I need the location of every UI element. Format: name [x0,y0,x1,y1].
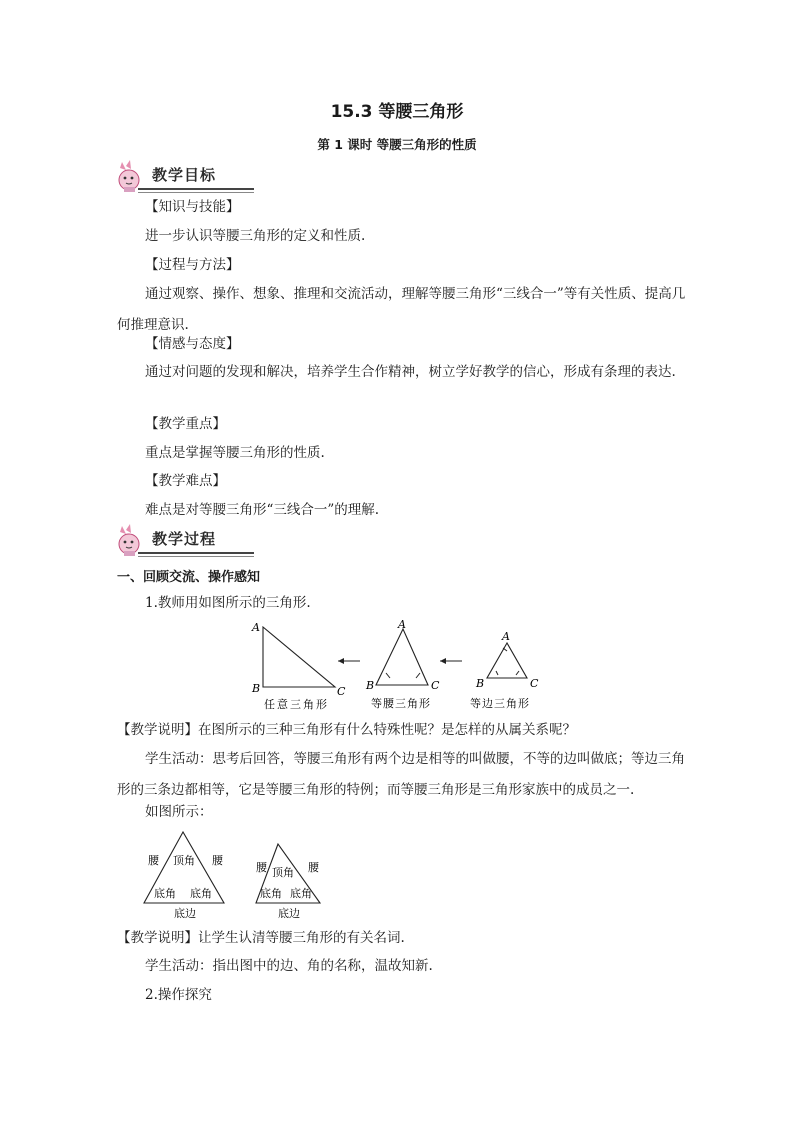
page-subtitle: 第 1 课时 等腰三角形的性质 [317,137,477,152]
vertex-b-label: B [366,679,375,692]
student-activity-1: 学生活动：思考后回答，等腰三角形有两个边是相等的叫做腰，不等的边叫做底；等边三角形的三条边都相等，它是等腰三角形的特例；而等腰三角形是三角形家族中的成员之一. [117,751,685,798]
vertex-c-label: C [337,685,346,698]
vertex-b-label: B [252,682,261,695]
leg-label: 腰 [148,854,159,867]
equilateral-label: 等边三角形 [470,697,530,710]
vertex-a-label: A [398,618,406,631]
key-point-text: 重点是掌握等腰三角形的性质. [145,445,325,461]
arrow-left-icon [440,658,462,664]
base-angle-label: 底角 [154,887,176,900]
base-angle-label: 底角 [190,887,212,900]
vertex-a-label: A [502,630,510,643]
section-heading: 一、回顾交流、操作感知 [117,570,261,585]
item-2-text: 2.操作探究 [145,987,212,1003]
triangle-parts-figure [140,826,340,922]
base-angle-label: 底角 [290,887,312,900]
scalene-triangle [251,621,346,711]
process-banner [114,522,254,558]
as-shown-text: 如图所示： [145,804,213,820]
difficult-point-text: 难点是对等腰三角形“三线合一”的理解. [145,502,380,518]
item-1-text: 1.教师用如图所示的三角形. [145,595,311,611]
base-edge-label: 底边 [278,907,300,920]
vertex-c-label: C [530,677,539,690]
leg-label: 腰 [256,861,267,874]
leg-label: 腰 [212,854,223,867]
knowledge-text: 进一步认识等腰三角形的定义和性质. [145,228,366,244]
vertex-b-label: B [476,677,485,690]
base-angle-label: 底角 [260,887,282,900]
triangle-types-figure [240,615,560,715]
banner-underline-thin [138,556,254,557]
base-edge-label: 底边 [174,907,196,920]
student-activity-2: 学生活动：指出图中的边、角的名称，温故知新. [145,958,433,974]
isosceles-label: 等腰三角形 [371,697,431,710]
knowledge-heading: 【知识与技能】 [145,199,240,215]
difficult-point-heading: 【教学难点】 [145,473,226,489]
triangle-parts-small [256,844,320,920]
banner-underline [138,552,254,554]
goals-banner [114,158,254,194]
emotion-heading: 【情感与态度】 [145,336,240,352]
vertex-c-label: C [431,679,440,692]
process-method-heading: 【过程与方法】 [145,257,240,273]
vertex-a-label: A [252,621,260,634]
apex-angle-label: 顶角 [272,866,294,879]
teaching-note-1: 【教学说明】在图所示的三种三角形有什么特殊性呢？是怎样的从属关系呢？ [117,722,576,738]
page-title: 15.3 等腰三角形 [330,102,464,122]
goals-banner-label: 教学目标 [152,166,217,184]
scalene-label: 任意三角形 [264,698,329,711]
banner-underline [138,188,254,190]
triangle-parts-large [144,832,224,920]
isosceles-triangle [365,618,440,710]
key-point-heading: 【教学重点】 [145,416,226,432]
process-method-text: 通过观察、操作、想象、推理和交流活动，理解等腰三角形“三线合一”等有关性质、提高几何推理意识. [117,286,686,333]
process-banner-label: 教学过程 [152,530,217,548]
teaching-note-2: 【教学说明】让学生认清等腰三角形的有关名词. [117,930,405,946]
emotion-text: 通过对问题的发现和解决，培养学生合作精神，树立学好教学的信心，形成有条理的表达. [145,364,676,380]
leg-label: 腰 [308,861,319,874]
apex-angle-label: 顶角 [173,854,195,867]
equilateral-triangle [470,630,539,710]
arrow-left-icon [338,658,360,664]
